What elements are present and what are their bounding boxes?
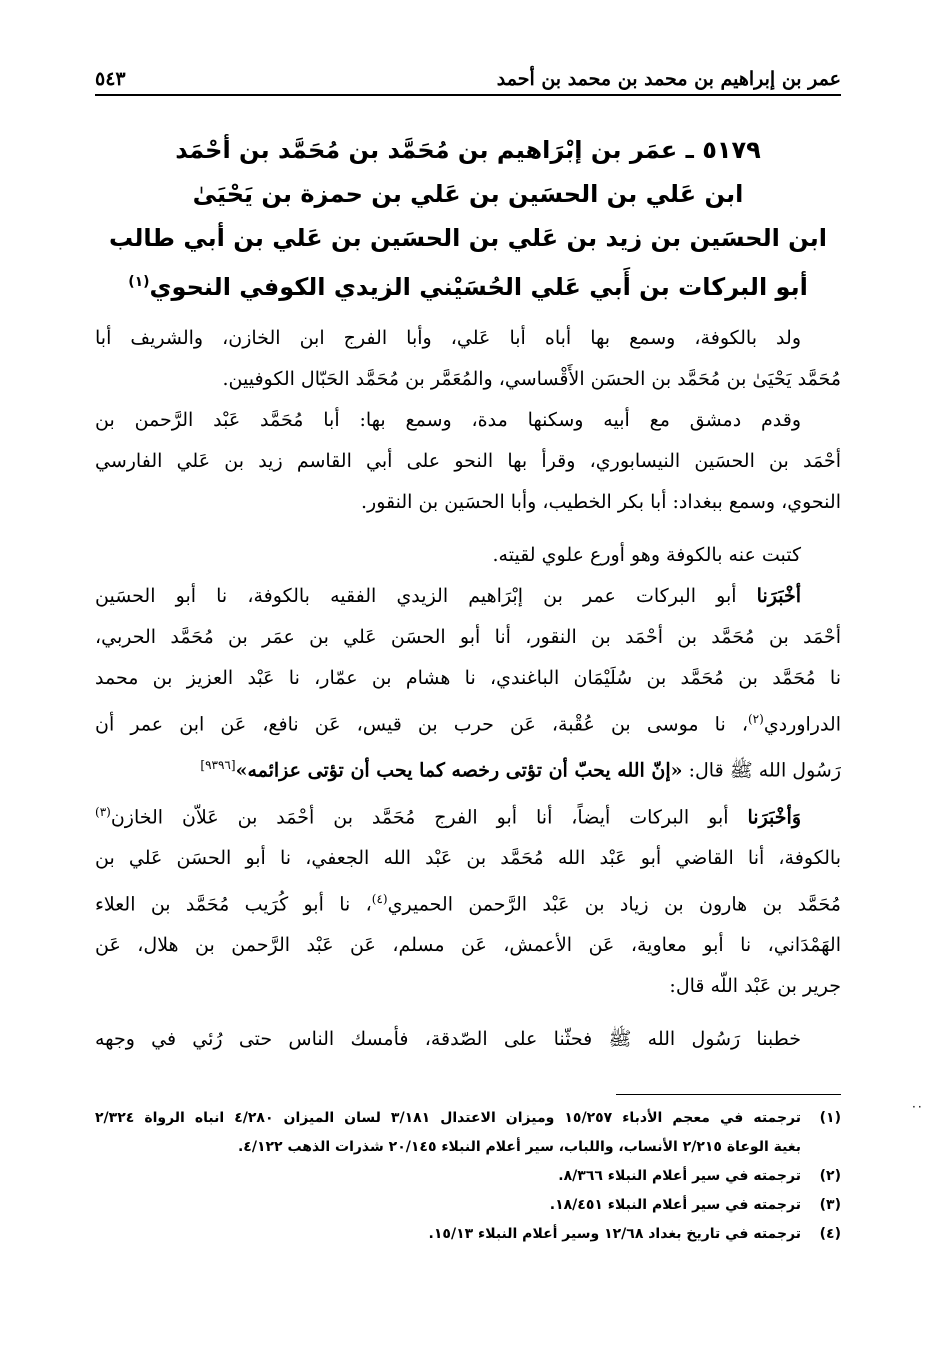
- footnote-ref-1: (١): [128, 274, 150, 290]
- text-line: نا مُحَمَّد بن مُحَمَّد بن سُلَيْمَان الباغندي، نا هشام بن عمّار، نا عَبْد العزيز بن محمد: [95, 667, 841, 689]
- text-segment: أبو البركات عمر بن إبْرَاهيم الزيدي الفقيه بالكوفة، نا أبو الحسَين: [95, 585, 737, 607]
- text-segment: ، نا أبو كُرَيب مُحَمَّد بن العلاء: [95, 893, 372, 916]
- text-line: [95, 879, 841, 925]
- paragraph-4: [95, 576, 841, 792]
- footnote-number: (٤): [819, 1226, 841, 1242]
- text-line: [95, 745, 841, 791]
- margin-marks: ··: [912, 1100, 924, 1114]
- footnote-ref-3: (٣): [95, 804, 111, 819]
- text-line: [95, 576, 841, 617]
- paragraph-2: [95, 400, 841, 523]
- header-rule: [95, 94, 841, 96]
- text-line: [95, 792, 841, 838]
- akhbarana-keyword: وَأخْبَرَنا: [747, 805, 801, 828]
- footnotes: [95, 1104, 841, 1249]
- hadith-number: [٩٣٩٦]: [200, 758, 236, 773]
- footnote-ref-2: (٢): [747, 712, 764, 726]
- text-line: خطبنا رَسُول الله ﷺ فحثّنا على الصّدقة، فأمسك الناس حتى رُئي في وجهه: [95, 1028, 801, 1051]
- text-line: النحوي، وسمع ببغداد: أبا بكر الخطيب، وأبا الحسَين بن النقور.: [360, 491, 841, 513]
- footnote-number: (١): [819, 1110, 841, 1126]
- footnote-separator: [616, 1094, 841, 1095]
- body-text: [95, 318, 841, 1060]
- hadith-text: «إنّ الله يحبّ أن تؤتى رخصه كما يحب أن تؤتى عزائمه»: [235, 759, 683, 782]
- footnote-number: (٢): [819, 1168, 841, 1184]
- paragraph-6: [95, 1019, 841, 1060]
- page-number: ٥٤٣: [95, 68, 126, 90]
- heading-line-2: ابن عَلي بن الحسَين بن عَلي بن حمزة بن يَحْيَىٰ: [192, 180, 744, 208]
- heading-line-1: ٥١٧٩ ـ عمَر بن إبْرَاهيم بن مُحَمَّد بن مُحَمَّد بن أحْمَد: [175, 136, 761, 164]
- paragraph-5: [95, 792, 841, 1008]
- text-segment: الدراوردي: [763, 713, 841, 736]
- footnote-2: [95, 1162, 841, 1191]
- biography-heading: [100, 128, 836, 309]
- text-line: كتبت عنه بالكوفة وهو أورع علوي لقيته.: [492, 544, 801, 566]
- text-segment: رَسُول الله ﷺ قال:: [682, 759, 841, 782]
- footnote-line: ترجمته في تاريخ بغداد ١٢/٦٨ وسير أعلام النبلاء ١٥/١٣.: [428, 1226, 801, 1242]
- running-title: عمر بن إبراهيم بن محمد بن محمد بن أحمد: [496, 68, 841, 90]
- footnote-line: ترجمته في معجم الأدباء ١٥/٢٥٧ وميزان الاعتدال ٣/١٨١ لسان الميزان ٤/٢٨٠ انباه الرواة ٢/٣٢٤: [95, 1110, 801, 1126]
- heading-line-4: [100, 260, 836, 309]
- footnote-4: [95, 1220, 841, 1249]
- paragraph-1: [95, 318, 841, 400]
- footnote-line: بغية الوعاة ٢/٢١٥ الأنساب، واللباب، سير أعلام النبلاء ٢٠/١٤٥ شذرات الذهب ٤/١٢٢.: [237, 1139, 801, 1155]
- footnote-ref-4: (٤): [371, 891, 388, 906]
- text-line: وقدم دمشق مع أبيه وسكنها مدة، وسمع بها: أبا مُحَمَّد عَبْد الرَّحمن بن: [95, 409, 801, 431]
- footnote-line: ترجمته في سير أعلام النبلاء ٨/٣٦٦.: [558, 1168, 801, 1184]
- footnote-number: (٣): [819, 1197, 841, 1213]
- text-segment: أبو البركات أيضاً، أنا أبو الفرج مُحَمَّد بن أحْمَد بن عَلاّن الخازن: [110, 805, 729, 828]
- footnote-1: [95, 1104, 841, 1162]
- text-line: أحْمَد بن مُحَمَّد بن أحْمَد بن النقور، أنا أبو الحسَن عَلي بن عمَر بن مُحَمَّد الحربي،: [95, 626, 841, 648]
- text-line: مُحَمَّد يَحْيَىٰ بن مُحَمَّد بن الحسَن الأَقْساسي، والمُعَمَّر بن مُحَمَّد الحَبّال الكوفيين.: [222, 368, 841, 390]
- text-segment: ، نا موسى بن عُقْبة، عَن حرب بن قيس، عَن نافع، عَن ابن عمر أن: [95, 713, 748, 736]
- text-line: [95, 699, 841, 745]
- footnote-3: [95, 1191, 841, 1220]
- running-header: [95, 50, 841, 90]
- text-line: ولد بالكوفة، وسمع بها أباه أبا عَلي، وأبا الفرج ابن الخازن، والشريف أبا: [95, 327, 801, 349]
- text-line: بالكوفة، أنا القاضي أبو عَبْد الله مُحَمَّد بن عَبْد الله الجعفي، نا أبو الحسَن عَلي بن: [95, 846, 841, 869]
- text-line: جرير بن عَبْد اللّه قال:: [669, 975, 841, 998]
- footnote-line: ترجمته في سير أعلام النبلاء ١٨/٤٥١.: [549, 1197, 801, 1213]
- heading-line-3: ابن الحسَين بن زيد بن عَلي بن الحسَين بن عَلي بن أبي طالب: [108, 224, 828, 252]
- text-segment: مُحَمَّد بن هارون بن زياد بن عَبْد الرَّحمن الحميري: [387, 893, 841, 916]
- paragraph-3: [95, 535, 841, 576]
- text-line: أحْمَد بن الحسَين النيسابوري، وقرأ بها النحو على أبي القاسم زيد بن عَلي الفارسي: [95, 450, 841, 472]
- heading-line-4-text: أبو البركات بن أَبي عَلي الحُسَيْني الزيدي الكوفي النحوي: [149, 273, 808, 301]
- text-line: الهَمْدَاني، نا أبو معاوية، عَن الأعمش، عَن مسلم، عَن عَبْد الرَّحمن بن هلال، عَن: [95, 934, 841, 957]
- akhbarana-keyword: أخْبَرَنا: [756, 585, 801, 607]
